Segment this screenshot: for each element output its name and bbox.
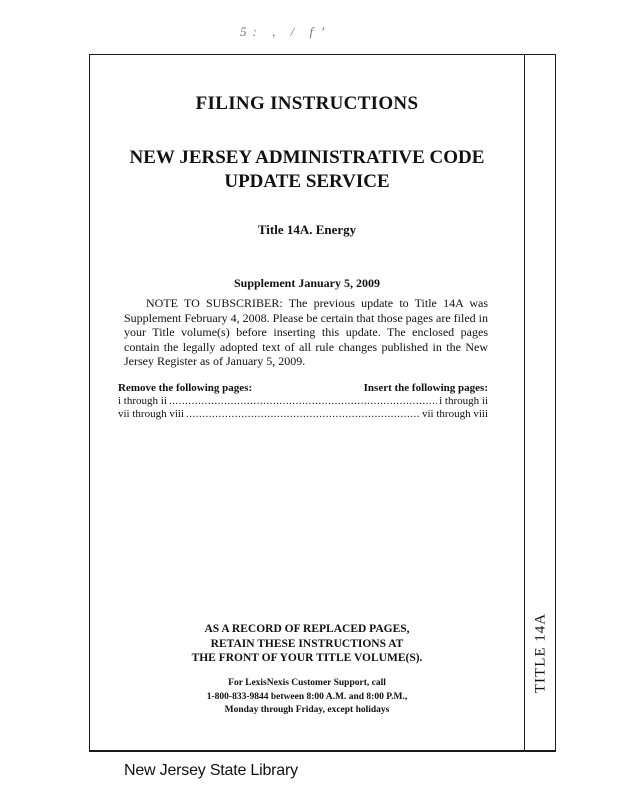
page-title: FILING INSTRUCTIONS [195,93,419,114]
supplement-date: Supplement January 5, 2009 [233,276,381,290]
handwritten-marks: 5: , / f’ [240,24,331,39]
table-row [118,395,488,408]
pages-table-header [118,382,488,394]
insert-pages: i through ii [439,395,488,407]
customer-support [89,677,525,718]
remove-header: Remove the following pages: [118,382,253,394]
title-subject: Title 14A. Energy [257,222,357,237]
code-name [89,146,525,194]
record-line-3: THE FRONT OF YOUR TITLE VOLUME(S). [191,652,423,664]
support-line-2: 1-800-833-9844 between 8:00 A.M. and 8:00 P.M., [206,691,408,702]
code-name-line-1: NEW JERSEY ADMINISTRATIVE CODE [129,147,485,168]
title-tab-label: TITLE 14A [532,612,549,694]
support-line-1: For LexisNexis Customer Support, call [228,678,386,688]
insert-header: Insert the following pages: [363,382,488,394]
record-line-1: AS A RECORD OF REPLACED PAGES, [204,623,410,635]
table-row [118,408,488,421]
remove-pages: vii through viii [118,408,184,420]
subscriber-note: NOTE TO SUBSCRIBER: The previous update to Title 14A was Supplement February 4, 2008. Please be certain that those pages are filed in your Title volume(s) before inserting this update. The enclosed pages contain the legally adopted text of all rule changes published in the New Jersey Register as of January 5, 2009. [124,296,488,368]
record-notice [89,622,525,666]
dot-leader [169,395,437,408]
record-line-2: RETAIN THESE INSTRUCTIONS AT [210,637,404,650]
support-line-3: Monday through Friday, except holidays [224,705,390,715]
bottom-rule [89,751,556,752]
remove-pages: i through ii [118,395,167,407]
insert-pages: vii through viii [422,408,488,420]
pages-table [118,382,488,421]
code-name-line-2: UPDATE SERVICE [224,171,390,192]
dot-leader [186,408,420,421]
library-stamp: New Jersey State Library [124,762,298,779]
